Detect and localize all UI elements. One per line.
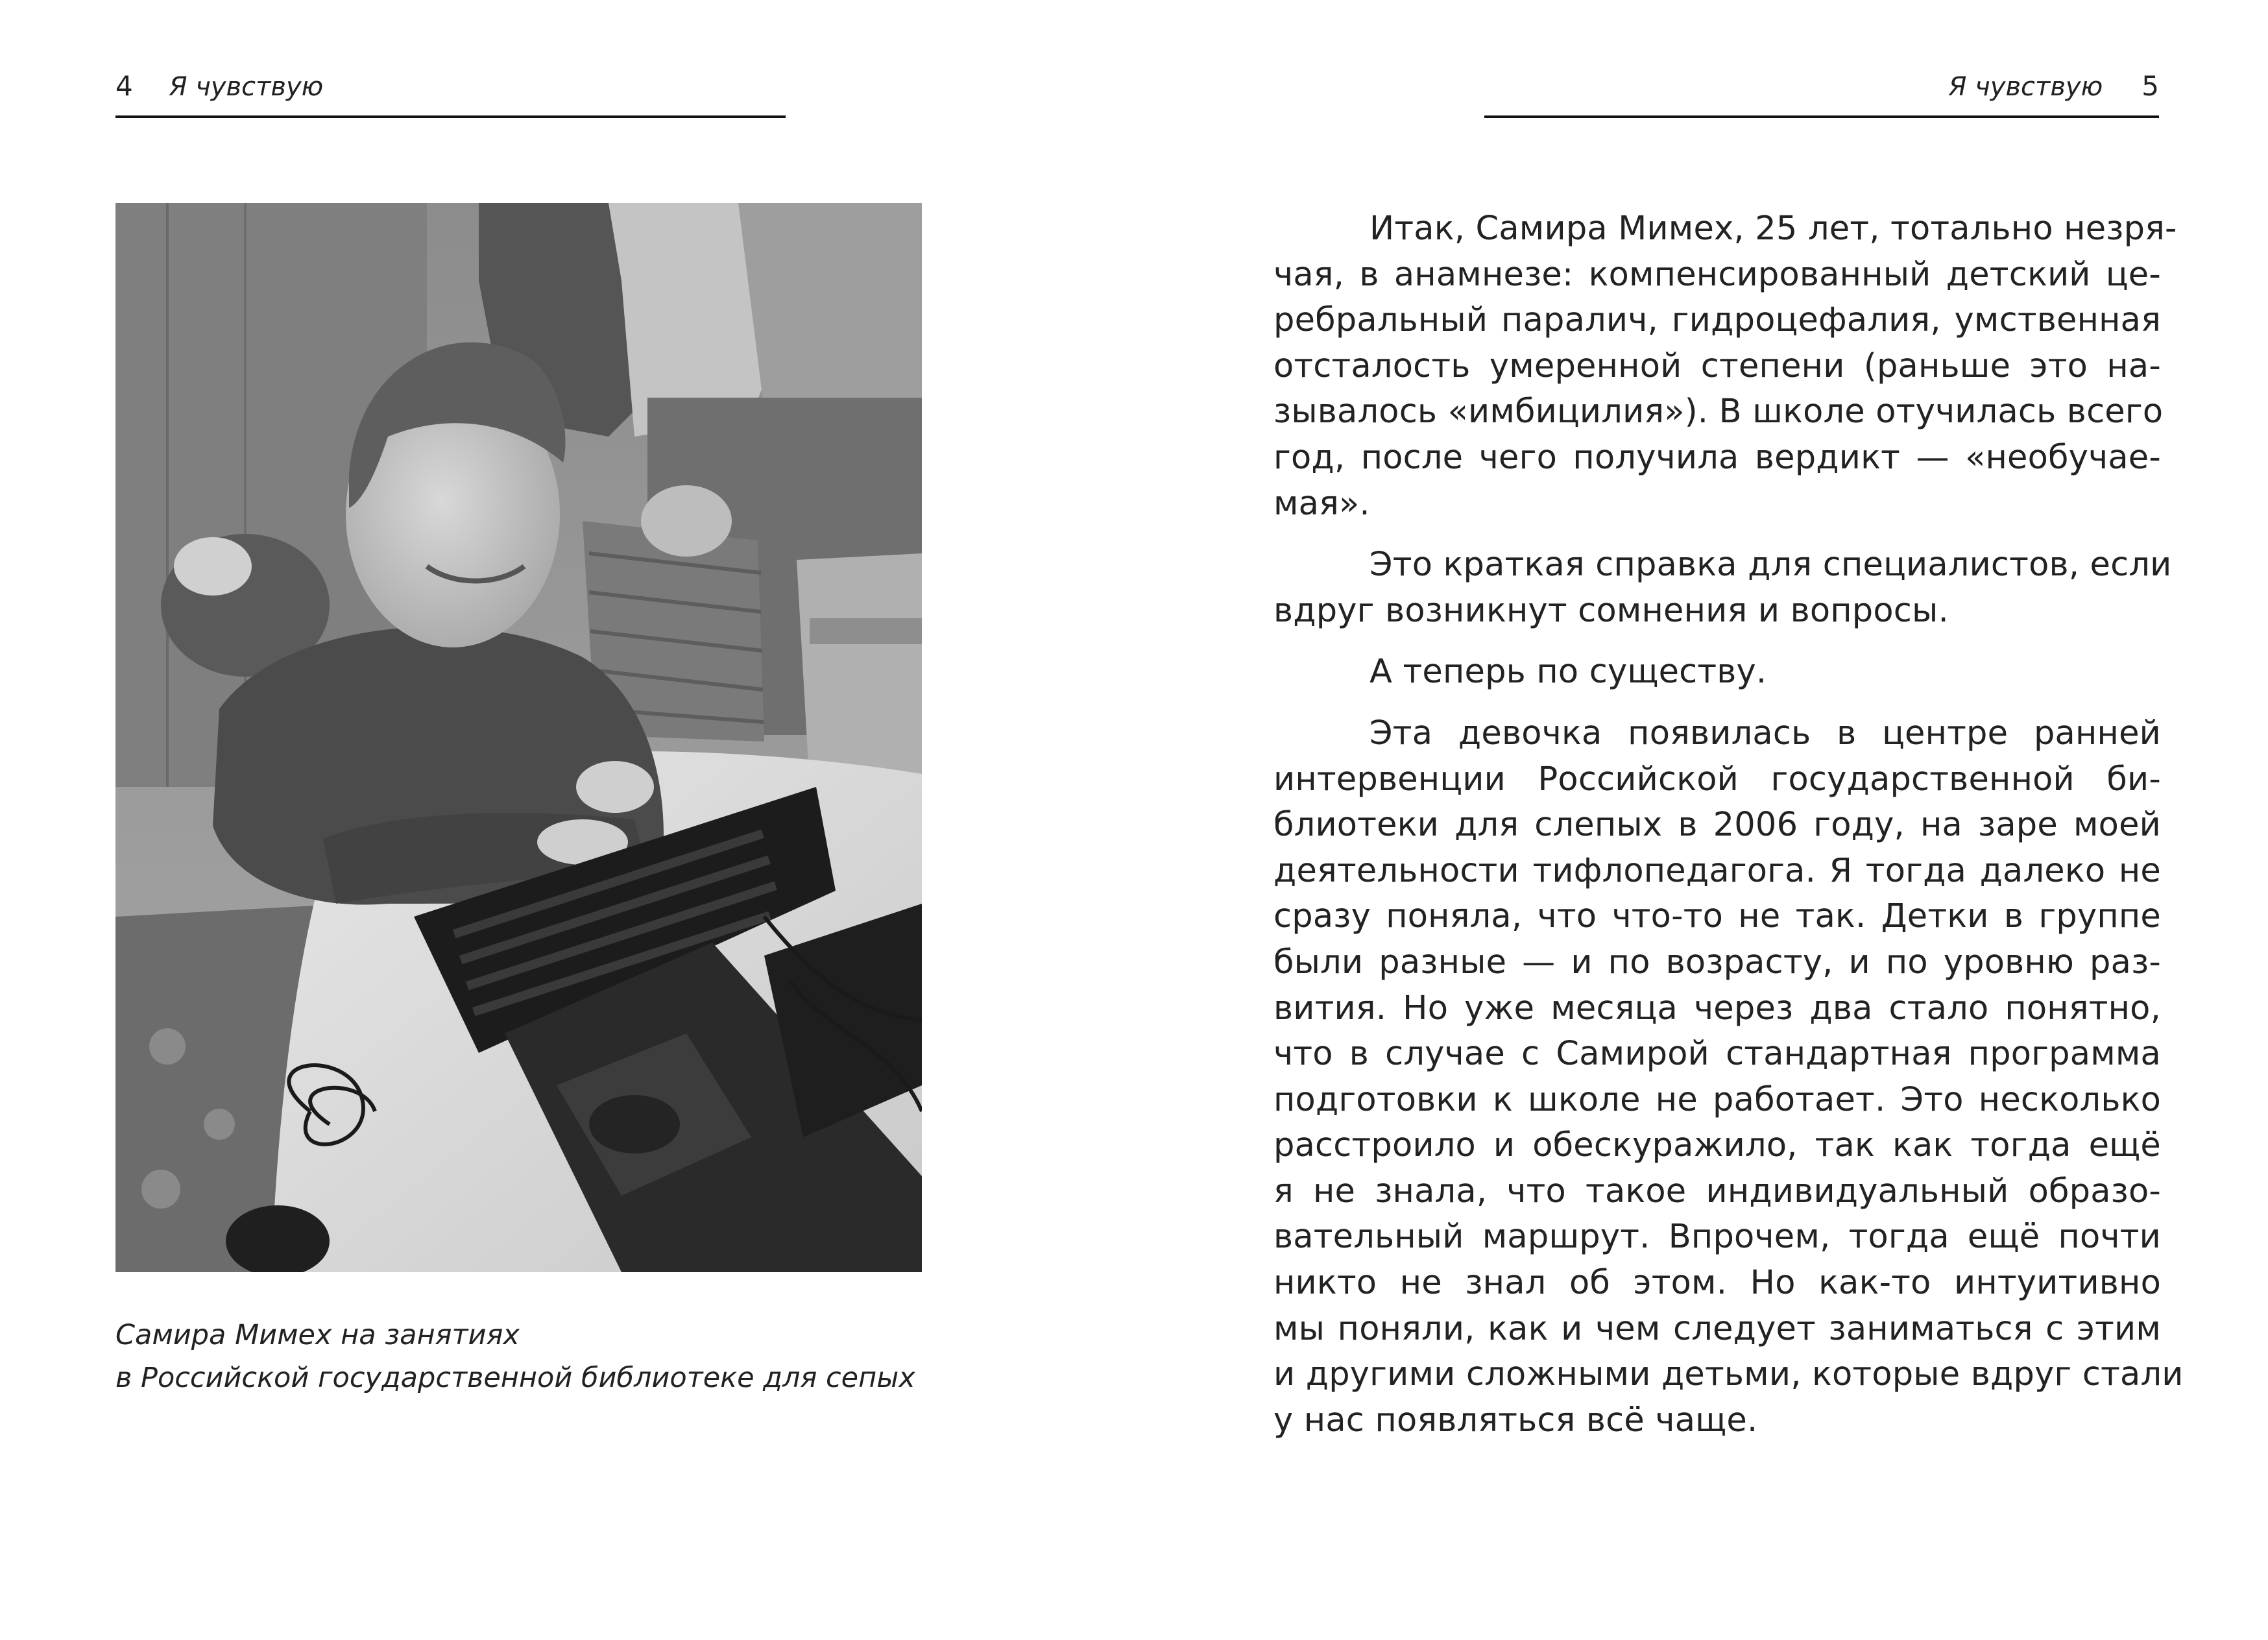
text-line: никто не знал об этом. Но как-то интуитивно (1273, 1264, 2161, 1303)
text-line: мая». (1273, 484, 1370, 523)
left-page-number: 4 (115, 70, 133, 102)
text-line: отсталость умеренной степени (раньше это на- (1273, 346, 2161, 385)
text-line: я не знала, что такое индивидуальный образо- (1273, 1172, 2161, 1211)
text-line: год, после чего получила вердикт — «необучае- (1273, 438, 2161, 477)
body-paragraph (1273, 206, 2177, 527)
text-line: Это краткая справка для специалистов, если (1369, 546, 2172, 585)
text-line: интервенции Российской государственной би- (1273, 760, 2161, 799)
photo-illustration (115, 203, 922, 1272)
text-line: чая, в анамнезе: компенсированный детский це- (1273, 255, 2161, 294)
right-header-rule (1484, 115, 2159, 118)
photo (115, 203, 922, 1272)
text-line: подготовки к школе не работает. Это несколько (1273, 1080, 2161, 1119)
text-line: вательный маршрут. Впрочем, тогда ещё почти (1273, 1218, 2161, 1257)
text-line: вития. Но уже месяца через два стало понятно, (1273, 989, 2161, 1028)
text-line: мы поняли, как и чем следует заниматься с этим (1273, 1309, 2161, 1348)
body-paragraph (1273, 542, 2172, 634)
left-running-title: Я чувствую (169, 72, 324, 102)
body-paragraph (1273, 711, 2184, 1444)
left-header-rule (115, 115, 786, 118)
right-running-title: Я чувствую (1948, 72, 2103, 102)
caption-line: Самира Мимех на занятиях (115, 1319, 520, 1351)
caption-line: в Российской государственной библиотеке для сепых (115, 1362, 915, 1394)
photo-caption (115, 1314, 959, 1399)
text-line: и другими сложными детьми, которые вдруг стали (1273, 1355, 2184, 1394)
text-line: были разные — и по возрасту, и по уровню раз- (1273, 943, 2161, 982)
text-line: деятельности тифлопедагога. Я тогда далеко не (1273, 851, 2161, 890)
right-running-head (1949, 70, 2159, 102)
left-running-head (115, 70, 323, 102)
text-line: расстроило и обескуражило, так как тогда ещё (1273, 1126, 2161, 1165)
text-line: блиотеки для слепых в 2006 году, на заре моей (1273, 806, 2161, 845)
text-line: Итак, Самира Мимех, 25 лет, тотально незря- (1369, 210, 2177, 248)
text-line: ребральный паралич, гидроцефалия, умственная (1273, 301, 2161, 340)
right-page (1134, 0, 2268, 1640)
text-line: вдруг возникнут сомнения и вопросы. (1273, 591, 1949, 630)
text-line: А теперь по существу. (1369, 653, 1767, 692)
text-line: что в случае с Самирой стандартная программа (1273, 1035, 2161, 1074)
body-text (1273, 206, 2184, 1443)
body-paragraph (1273, 649, 2161, 695)
text-line: сразу поняла, что что-то не так. Детки в группе (1273, 897, 2161, 936)
text-line: зывалось «имбицилия»). В школе отучилась всего (1273, 392, 2164, 431)
right-page-number: 5 (2141, 70, 2159, 102)
text-line: у нас появляться всё чаще. (1273, 1401, 1758, 1440)
text-line: Эта девочка появилась в центре ранней (1369, 714, 2161, 753)
